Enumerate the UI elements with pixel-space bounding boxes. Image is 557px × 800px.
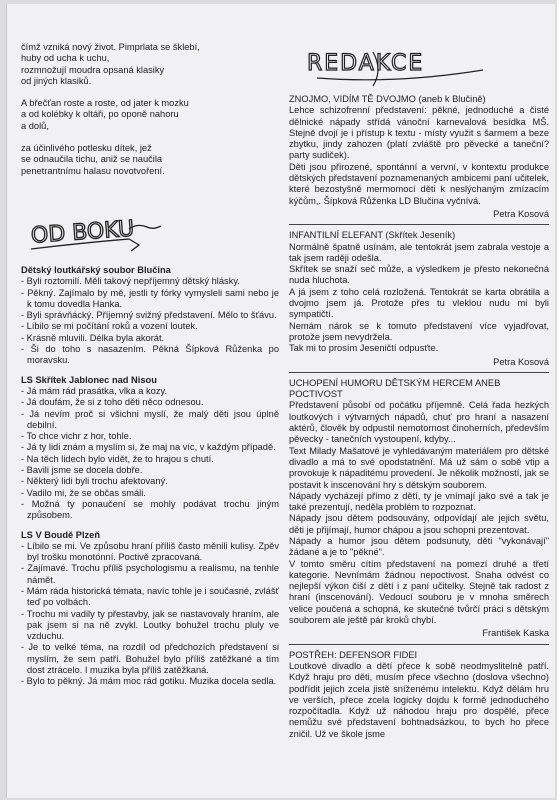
article [289, 230, 549, 368]
article-paragraph: Nemám nárok se k tomuto představení více vyjadřovat, protože jsem nevydržela. [289, 320, 549, 342]
article-paragraph: Lehce schizofrenní představení: pěkné, jednoduché a čisté dělnické nápady střídá vánoční karnevalová besídka MŠ. Stejně dvojí je i přístup k textu - místy využit s šarmem a beze zbytku, jindy zahozen (platí zvláště pro pěvecké a taneční? party sudiček). [289, 105, 549, 161]
section-title: LS Skřítek Jablonec nad Nisou [21, 374, 157, 385]
od-boku-logo [25, 209, 165, 257]
poem-line: penetrantnímu halasu novotvoření. [21, 165, 165, 176]
article-paragraph: A já jsem z toho celá rozložená. Tentokrát se karta obrátila a dvojmo jsem já. Protože přes tu vleklou nudu mi byli sympatičtí. [289, 286, 549, 320]
review-comment: - Já mám rád prasátka, vlka a kozy. [21, 385, 168, 396]
article-divider [289, 372, 549, 373]
article-paragraph: Děti jsou přirozené, spontánní a vervní, v kontextu produkce dětských představení poznamenaných ambicemi paní učitelek, které bezostyšně mermomocí děti k neslýchaným zmízacím kýčům,. Šípková Růženka LD Blučina vyčnívá. [289, 161, 549, 206]
redakce-logo [303, 40, 493, 88]
article-paragraph: Nápady a humor jsou dětem podsunuty, děti "vykonávají" žádané a je to "pěkné". [289, 535, 549, 558]
poem-stanza [21, 42, 279, 87]
reviews-list [21, 265, 279, 688]
review-comment: - Líbilo se mi počítání roků a vození loutek. [21, 321, 198, 332]
magazine-page [6, 4, 555, 798]
article-paragraph: Nápady jsou dětem podsouvány, odpovídají ale jejich světu, děti je přijímají, humor chápou a jsou schopni prezentovat. [289, 513, 549, 535]
article-heading: POSTŘEH: DEFENSOR FIDEI [289, 649, 418, 660]
article-divider [289, 644, 549, 645]
review-comment: - Možná ty ponaučení se mohly podávat trochu jiným způsobem. [21, 498, 279, 521]
article-paragraph: Normálně špatně usínám, ale tentokrát jsem zabrala vestoje a tak jsem raději odešla. [289, 241, 549, 263]
left-column [21, 4, 279, 688]
review-comment: - Je to velké téma, na rozdíl od předchozích představení si myslím, že sem patří. Bohužel bylo příliš zatěžkané a tím dost ztrácelo. I muzika byla příliš zatěžkaná. [21, 642, 279, 676]
svg-text:REDAKCE: REDAKCE [307, 51, 425, 76]
article-paragraph: Text Milady Mašatové je vyhledávaným materiálem pro dětské divadlo a má to své opodstatnění. Má už sám o sobě vtip a provokuje k nápaditému provedení. Je několik možností, jak se postavit k inscenování hry s dětským souborem. [289, 445, 549, 490]
article [289, 378, 549, 640]
article-author: Petra Kosová [493, 356, 549, 367]
review-comment: - Líbilo se mi. Ve způsobu hraní příliš často měnili kulisy. Zpěv byl trošku monotónní. Poctivě zpracovaná. [21, 540, 279, 563]
poem-line: huby od ucha k uchu, [21, 53, 110, 64]
review-section [21, 265, 279, 367]
review-comment: - To chce vichr z hor, tohle. [21, 431, 132, 442]
review-section [21, 530, 279, 688]
poem-line: a dolů, [21, 120, 49, 131]
review-comment: - Já nevím proč si všichni myslí, že malý děti jsou úplně debilní. [21, 408, 279, 430]
review-section [21, 375, 279, 522]
section-title: Dětský loutkářský soubor Blučina [21, 264, 171, 275]
review-comment: - Pěkný. Zajímalo by mě, jestli ty fórky vymysleli sami nebo je k tomu dovedla Hanka. [21, 287, 279, 309]
poem-line: za účinlivého potlesku dítek, jež [21, 143, 152, 154]
poem-line: A břečťan roste a roste, od jater k mozku [21, 98, 189, 109]
review-comment: - Mám ráda historická témata, navíc tohle je i současné, zvlášť teď po volbách. [21, 585, 279, 608]
article-author: Petra Kosová [493, 208, 549, 219]
article-paragraph: Představení působí od počátku příjemně. Celá řada hezkých loutkových i výtvarných nápadů, chuť pro hraní a nasazení aktérů, člověk by odpustil nemotornost činoherních, především pěvecky - tanečních vystoupení, kdyby... [289, 400, 549, 445]
article-paragraph: V tomto směru cítím představení na pomezí druhé a třetí kategorie. Nevnímám žádnou nepoctivost. Snaha odvést co nejlepší výkon čiší z dětí i z paní učitelky. Stejně tak radost z hraní (inscenování). Vedoucí souboru je v mnoha směrech velice poučená a schopná, ke skutečné tvůrčí práci s dětským souborem ale ještě pár kroků chybí. [289, 558, 549, 626]
review-comment: - Byli správňácký. Příjemný svižný představení. Mělo to šťávu. [21, 310, 277, 321]
review-comment: - Byli roztomilí. Měli takový nepříjemný dětský hlásky. [21, 276, 240, 287]
poem-line: se odnaučila tichu, aniž se naučila [21, 154, 163, 165]
article-paragraph: Skřítek se snaží seč může, a výsledkem je přesto nekonečná nuda hluchota. [289, 264, 549, 286]
review-comment: - Na těch lidech bylo vidět, že to hrajou s chutí. [21, 453, 214, 464]
review-comment: - Trochu mi vadily ty přestavby, jak se nastavovaly hraním, ale pak jsem si na ně zvykl. Loutky bohužel trochu pluly ve vzduchu. [21, 608, 279, 642]
article-paragraph: Tak mi to prosím Jeseničtí odpusťte. [289, 343, 439, 354]
article-divider [289, 224, 549, 225]
review-comment: - Bylo to pěkný. Já mám moc rád gotiku. Muzika docela sedla. [21, 676, 277, 687]
article-paragraph: Nápady vycházejí přímo z dětí, ty je vnímají jako své a tak je také prezentují, neděla problém to rozpoznat. [289, 490, 549, 513]
article [289, 650, 549, 740]
poem-line: čímž vzniká nový život. Pimprlata se šklebí, [21, 42, 200, 52]
poem-line: a od kolébky k oltáři, po oponě nahoru [21, 109, 179, 120]
review-comment: - Bavili jsme se docela dobře. [21, 465, 143, 476]
review-comment: - Vadilo mi, že se občas smáli. [21, 487, 146, 498]
review-comment: - Ši do toho s nasazením. Pěkná Šípková Růženka po moravsku. [21, 344, 279, 366]
article-heading: UCHOPENÍ HUMORU DĚTSKÝM HERCEM ANEB POCTIVOST [289, 377, 501, 400]
review-comment: - Krásně mluvili. Délka byla akorát. [21, 332, 165, 343]
article [289, 94, 549, 220]
poem-line: rozmnožují moudra opsaná klasiky [21, 64, 165, 75]
section-title: LS V Boudě Plzeň [21, 529, 101, 540]
article-heading: INFANTILNÍ ELEFANT (Skřítek Jeseník) [289, 230, 456, 241]
poem-line: od jiných klasiků. [21, 75, 92, 86]
poem-stanza [21, 143, 279, 177]
svg-text:OD BOKU: OD BOKU [30, 216, 135, 249]
review-comment: - Některý lidi byli trochu afektovaný. [21, 476, 168, 487]
review-comment: - Zajímavé. Trochu příliš psychologismu a realismu, na tenhle námět. [21, 563, 279, 585]
article-heading: ZNOJMO, VIDÍM TĚ DVOJMO (aneb k Blučině) [289, 94, 486, 104]
article-paragraph: Loutkové divadlo a dětí přece k sobě neodmyslitelně patří. Když hraju pro děti, musím přece všechno (doslova všechno) podřídit jejich zcela jistě sníženému intelektu. Když dělám hru ve verších, přece zcela logicky dojdu k formě jednoduchého rozpočítadla. Když už náhodou hraju pro dospělé, přece nemůžu své představení bohtnadsázkou, to bych ho přece zničil. Už ve škole jsme [289, 660, 549, 739]
poem-stanza [21, 98, 279, 132]
right-column [289, 4, 549, 740]
review-comment: - Já doufám, že si z toho děti něco odnesou. [21, 397, 204, 408]
poem [21, 42, 279, 177]
editorial-articles [289, 94, 549, 740]
review-comment: - Já ty lidi znám a myslím si, že maj na víc, v každým případě. [21, 442, 276, 453]
article-author: František Kaska [482, 628, 549, 639]
